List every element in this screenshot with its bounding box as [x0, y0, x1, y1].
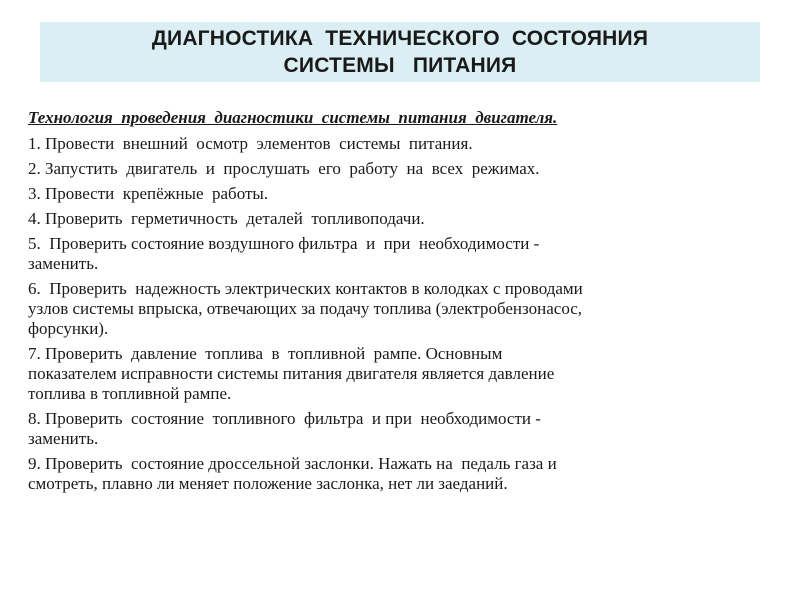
content-body [28, 108, 768, 499]
list-item-4: 4. Проверить герметичность деталей топливоподачи. [28, 209, 425, 228]
title-banner [40, 22, 760, 82]
list-item-9: 9. Проверить состояние дроссельной заслонки. Нажать на педаль газа и смотреть, плавно ли меняет положение заслонка, нет ли заеданий. [28, 454, 557, 493]
list-item-7: 7. Проверить давление топлива в топливной рампе. Основным показателем исправности системы питания двигателя является давление топлива в топливной рампе. [28, 344, 555, 403]
list-item-5: 5. Проверить состояние воздушного фильтра и при необходимости - заменить. [28, 234, 540, 273]
list-item-2: 2. Запустить двигатель и прослушать его работу на всех режимах. [28, 159, 540, 178]
list-item-3: 3. Провести крепёжные работы. [28, 184, 269, 203]
page-title-line-1: ДИАГНОСТИКА ТЕХНИЧЕСКОГО СОСТОЯНИЯ [151, 27, 649, 50]
section-subtitle: Технология проведения диагностики системы питания двигателя. [28, 108, 558, 127]
list-item-8: 8. Проверить состояние топливного фильтра и при необходимости - заменить. [28, 409, 541, 448]
list-item-1: 1. Провести внешний осмотр элементов системы питания. [28, 134, 473, 153]
page-title-line-2: СИСТЕМЫ ПИТАНИЯ [283, 54, 517, 77]
list-item-6: 6. Проверить надежность электрических контактов в колодках с проводами узлов системы впрыска, отвечающих за подачу топлива (электробензонасос, форсунки). [28, 279, 583, 338]
